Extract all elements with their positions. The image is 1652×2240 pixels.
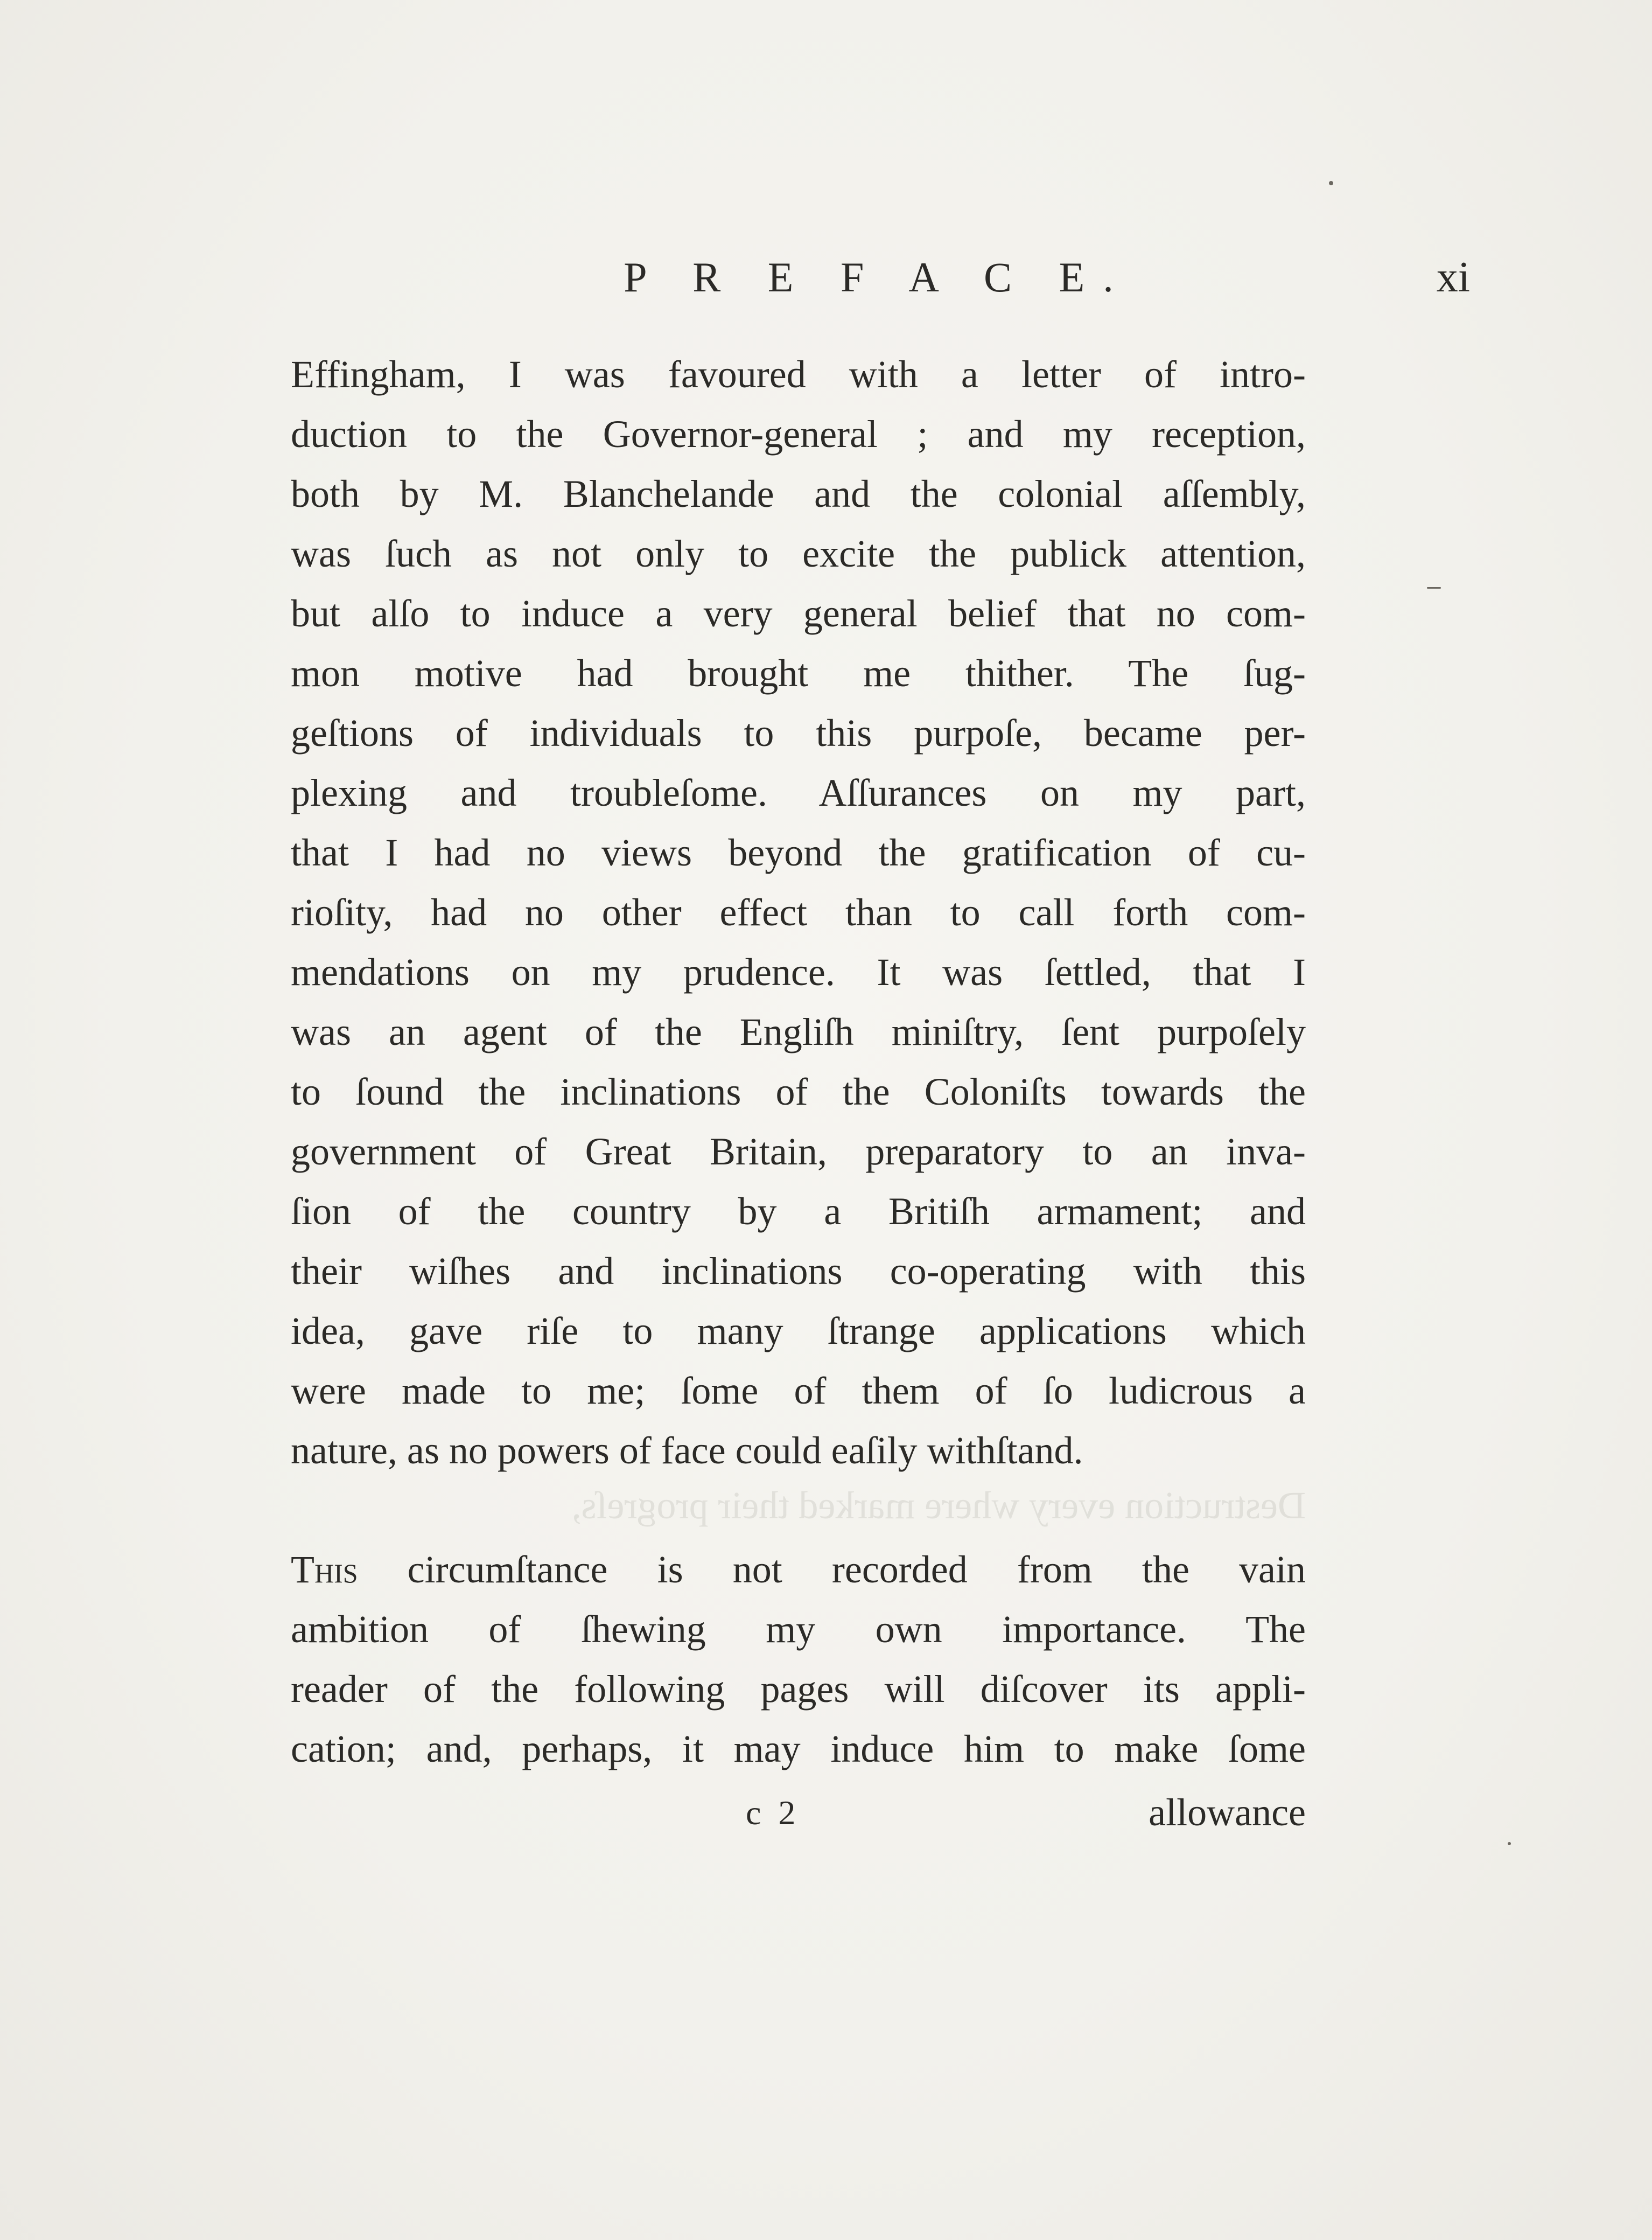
text-line: mendations on my prudence. It was ſettled, that I	[291, 951, 1306, 994]
text-line: plexing and troubleſome. Aſſurances on my part,	[291, 771, 1306, 814]
show-through-text: Destruction every where marked their progreſs,	[571, 1484, 1306, 1527]
paragraph-2	[291, 1540, 1306, 1779]
running-title: P R E F A C E.	[624, 254, 1132, 301]
text-line: to ſound the inclinations of the Coloniſts towards the	[291, 1070, 1306, 1113]
text-line: mon motive had brought me thither. The ſug-	[291, 652, 1306, 695]
text-line: rioſity, had no other effect than to call forth com-	[291, 891, 1306, 934]
text-line: but alſo to induce a very general belief that no com-	[291, 592, 1306, 635]
text-line: geſtions of individuals to this purpoſe, became per-	[291, 711, 1306, 755]
paper-speck	[1508, 1842, 1511, 1845]
text-line: was an agent of the Engliſh miniſtry, ſent purpoſely	[291, 1010, 1306, 1053]
catchword: allowance	[1149, 1791, 1306, 1834]
body-text	[291, 345, 1306, 1779]
text-line: was ſuch as not only to excite the publick attention,	[291, 532, 1306, 575]
text-line: were made to me; ſome of them of ſo ludicrous a	[291, 1369, 1306, 1412]
paragraph-1	[291, 345, 1306, 1481]
text-line: reader of the following pages will diſcover its appli-	[291, 1667, 1306, 1711]
text-line: government of Great Britain, preparatory to an inva-	[291, 1130, 1306, 1173]
paper-speck	[1427, 587, 1441, 589]
first-line-rest: circumſtance is not recorded from the vain	[358, 1548, 1306, 1591]
text-line: that I had no views beyond the gratification of cu-	[291, 831, 1306, 874]
page-number: xi	[1436, 254, 1470, 301]
text-line: cation; and, perhaps, it may induce him to make ſome	[291, 1727, 1306, 1770]
signature-mark: c 2	[746, 1794, 800, 1832]
lead-word: This	[291, 1548, 358, 1591]
text-line: both by M. Blanchelande and the colonial aſſembly,	[291, 472, 1306, 515]
text-line: ſion of the country by a Britiſh armament; and	[291, 1190, 1306, 1233]
paper-speck	[1329, 181, 1333, 185]
text-line: ambition of ſhewing my own importance. The	[291, 1608, 1306, 1651]
text-line: Effingham, I was favoured with a letter of intro-	[291, 353, 1306, 396]
text-line-first	[291, 1540, 1306, 1600]
text-line: idea, gave riſe to many ſtrange applications which	[291, 1309, 1306, 1352]
text-line: duction to the Governor-general ; and my reception,	[291, 413, 1306, 456]
text-line: their wiſhes and inclinations co-operating with this	[291, 1250, 1306, 1293]
text-line: nature, as no powers of face could eaſily withſtand.	[291, 1429, 1083, 1472]
page-footer	[291, 1783, 1306, 1843]
paragraph-gap	[291, 1481, 1306, 1540]
page-header	[291, 245, 1470, 310]
